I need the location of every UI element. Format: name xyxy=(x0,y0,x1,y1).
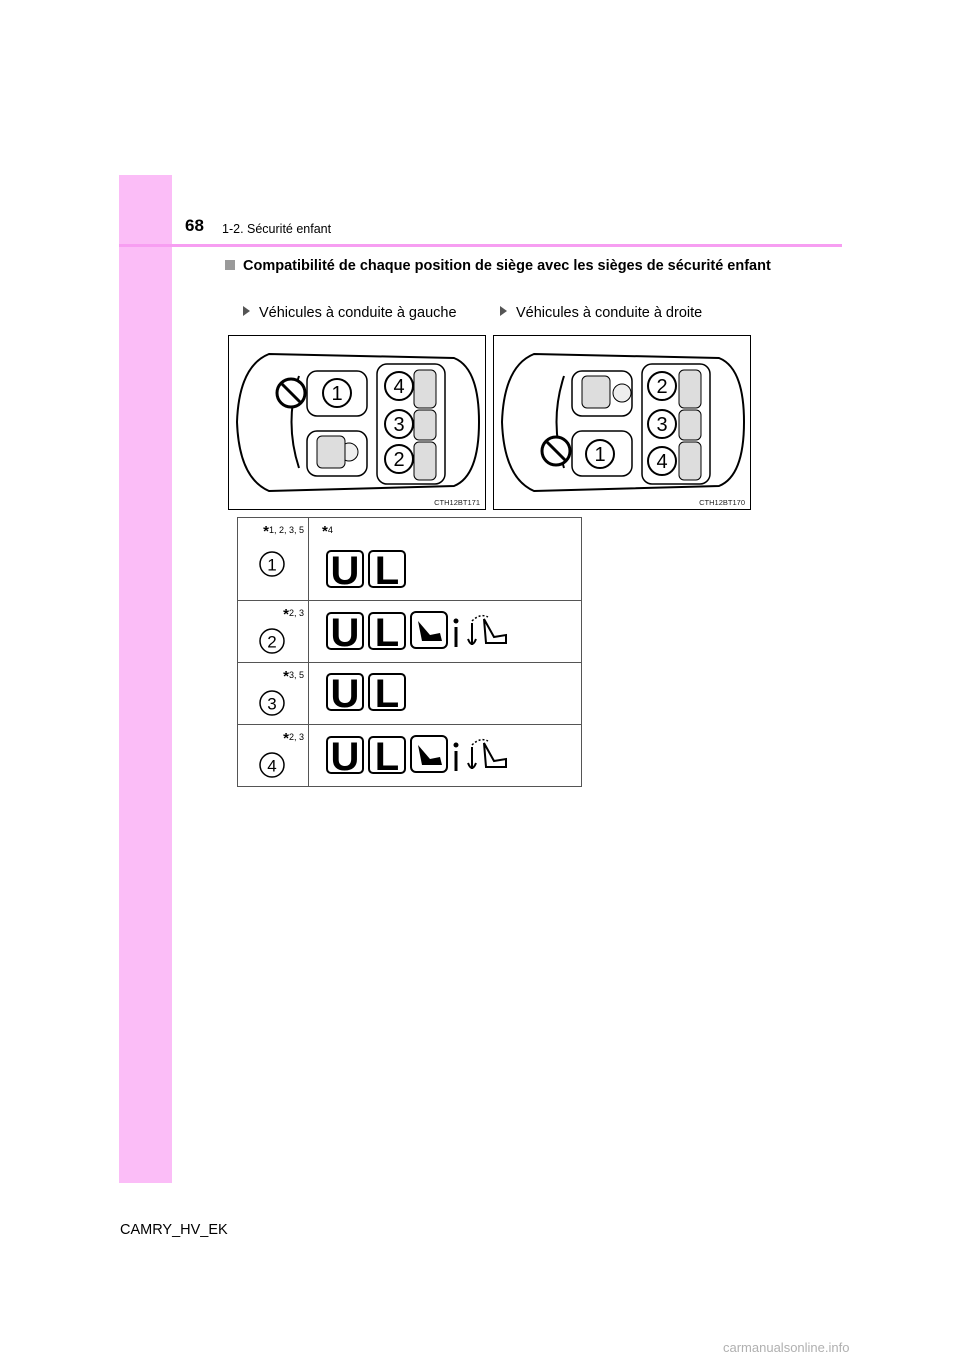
square-bullet-icon xyxy=(225,260,235,270)
seat-number-4: 4 xyxy=(393,376,405,398)
top-tether-icon xyxy=(466,735,510,775)
table-row xyxy=(238,725,582,787)
icons-cell xyxy=(309,518,582,601)
isofix-seat-icon xyxy=(410,611,466,651)
seat-number-badge xyxy=(258,550,286,578)
page-number: 68 xyxy=(185,216,204,235)
icons-cell xyxy=(309,663,582,725)
chapter-sidebar xyxy=(119,175,172,1183)
seat-number-1: 1 xyxy=(331,383,343,405)
footnote-ref: *2, 3 xyxy=(283,606,304,623)
universal-belt-seat-icon: U xyxy=(326,612,364,650)
universal-belt-seat-icon: U xyxy=(326,736,364,774)
footnote-ref: *1, 2, 3, 5 xyxy=(263,523,304,540)
specific-vehicle-seat-icon: L xyxy=(368,612,406,650)
seat-number-badge xyxy=(258,627,286,655)
seat-cell xyxy=(238,725,309,787)
section-heading: Compatibilité de chaque position de siège avec les sièges de sécurité enfant xyxy=(243,258,771,274)
top-tether-icon xyxy=(466,611,510,651)
caption-left: Véhicules à conduite à gauche xyxy=(243,305,457,321)
seat-number-1: 1 xyxy=(594,444,606,466)
seat-cell xyxy=(238,601,309,663)
icons-cell xyxy=(309,601,582,663)
footnote-ref: *4 xyxy=(322,523,333,540)
table-row xyxy=(238,601,582,663)
document-footer: CAMRY_HV_EK xyxy=(120,1222,228,1238)
no-child-seat-icon xyxy=(277,379,305,407)
seat-number-2: 2 xyxy=(393,449,405,471)
car-top-view-illustration xyxy=(229,336,485,509)
header-rule xyxy=(119,244,842,247)
seat-number-4: 4 xyxy=(656,451,668,473)
section-title: 1-2. Sécurité enfant xyxy=(222,222,332,236)
svg-text:2: 2 xyxy=(267,632,277,652)
seat-number-3: 3 xyxy=(656,414,668,436)
table-row xyxy=(238,518,582,601)
compatibility-table xyxy=(237,517,582,787)
footnote-ref: *3, 5 xyxy=(283,668,304,685)
no-child-seat-icon xyxy=(542,437,570,465)
specific-vehicle-seat-icon: L xyxy=(368,550,406,588)
isofix-seat-icon xyxy=(410,735,466,775)
watermark-link[interactable]: carmanualsonline.info xyxy=(723,1340,850,1355)
car-top-view-illustration xyxy=(494,336,750,509)
specific-vehicle-seat-icon: L xyxy=(368,673,406,711)
figure-code: CTH12BT171 xyxy=(434,498,480,507)
seat-number-2: 2 xyxy=(656,376,668,398)
seat-number-badge xyxy=(258,751,286,779)
table-row xyxy=(238,663,582,725)
seat-number-badge xyxy=(258,689,286,717)
svg-text:1: 1 xyxy=(267,555,277,575)
seat-cell xyxy=(238,663,309,725)
figure-right-hand-drive xyxy=(493,335,751,510)
icons-cell xyxy=(309,725,582,787)
caption-right: Véhicules à conduite à droite xyxy=(500,305,702,321)
universal-belt-seat-icon: U xyxy=(326,550,364,588)
figure-left-hand-drive xyxy=(228,335,486,510)
footnote-ref: *2, 3 xyxy=(283,730,304,747)
figure-code: CTH12BT170 xyxy=(699,498,745,507)
svg-text:4: 4 xyxy=(267,756,277,776)
triangle-bullet-icon xyxy=(243,306,250,316)
seat-number-3: 3 xyxy=(393,414,405,436)
svg-text:3: 3 xyxy=(267,694,277,714)
seat-cell xyxy=(238,518,309,601)
triangle-bullet-icon xyxy=(500,306,507,316)
specific-vehicle-seat-icon: L xyxy=(368,736,406,774)
universal-belt-seat-icon: U xyxy=(326,673,364,711)
